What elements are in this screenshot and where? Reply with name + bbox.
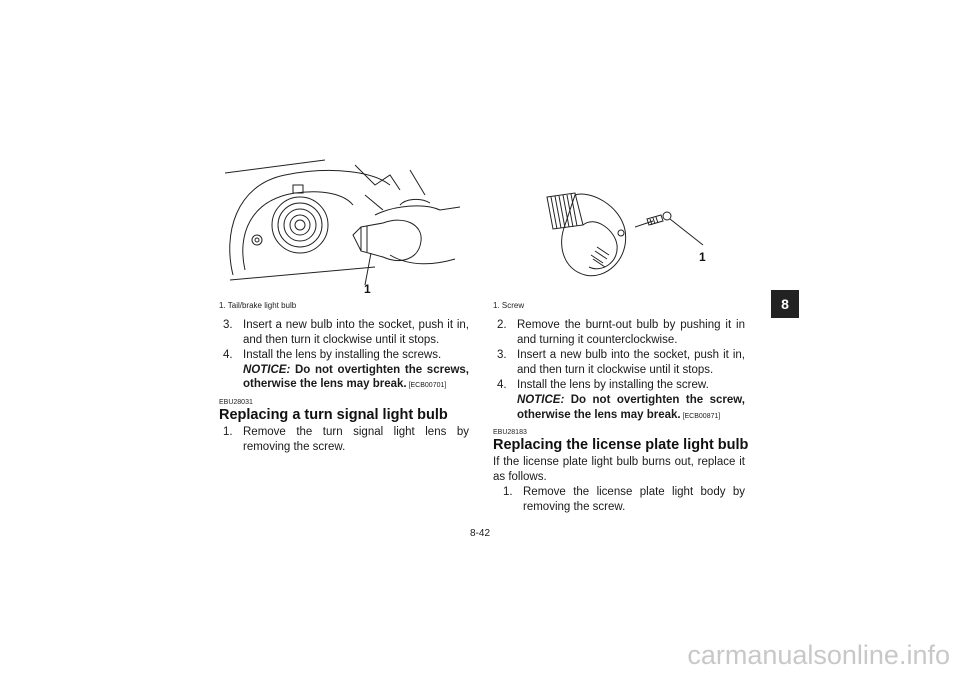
step-number: 4.: [497, 379, 507, 392]
step-text: Insert a new bulb into the socket, push it in, and then turn it clockwise until it stops.: [243, 319, 469, 346]
list-item: [493, 318, 745, 347]
figure-callout: 1: [699, 250, 706, 264]
notice-label: NOTICE:: [517, 393, 565, 406]
list-item: [493, 348, 745, 377]
list-item: [493, 378, 745, 424]
watermark: carmanualsonline.info: [687, 640, 950, 670]
tail-brake-light-illustration: [225, 155, 470, 295]
list-item: [219, 425, 469, 454]
step-number: 3.: [223, 319, 233, 331]
step-number: 2.: [497, 319, 507, 331]
step-number: 4.: [223, 349, 233, 362]
notice: [243, 364, 469, 391]
step-text: Install the lens by installing the screws.: [243, 349, 442, 362]
step-number: 3.: [497, 349, 507, 362]
section-title: Replacing a turn signal light bulb: [219, 407, 448, 423]
step-list: [493, 485, 745, 515]
step-number: 1.: [223, 426, 233, 438]
section-code: EBU28031: [219, 399, 253, 406]
notice-code: [ECB00871]: [680, 412, 721, 420]
list-item: [219, 318, 469, 347]
notice-code: [ECB00701]: [406, 382, 447, 390]
figure-caption: 1. Tail/brake light bulb: [219, 301, 297, 310]
chapter-tab: 8: [771, 290, 799, 318]
notice: [517, 394, 745, 421]
section-code: EBU28183: [493, 429, 527, 436]
intro-paragraph: If the license plate light bulb burns out, replace it as follows.: [493, 456, 745, 483]
figure-caption: 1. Screw: [493, 301, 525, 310]
list-item: [493, 485, 745, 514]
step-number: 1.: [503, 486, 513, 498]
notice-text: Do not overtighten the screw, otherwise the lens may break.: [517, 393, 745, 421]
step-list: [493, 318, 745, 425]
figure-callout: 1: [364, 282, 371, 295]
section-title: Replacing the license plate light bulb: [493, 437, 749, 453]
step-text: Insert a new bulb into the socket, push it in, and then turn it clockwise until it stops.: [517, 349, 745, 376]
step-list: [219, 318, 469, 395]
notice-text: Do not overtighten the screws, otherwise the lens may break.: [243, 363, 469, 391]
list-item: [219, 348, 469, 394]
notice-label: NOTICE:: [243, 363, 291, 376]
turn-signal-illustration: [535, 185, 715, 290]
page-number: 8-42: [469, 528, 490, 539]
step-list: [219, 425, 469, 455]
step-text: Remove the license plate light body by removing the screw.: [523, 486, 745, 513]
step-text: Install the lens by installing the screw.: [517, 379, 709, 392]
step-text: Remove the turn signal light lens by removing the screw.: [243, 426, 469, 453]
step-text: Remove the burnt-out bulb by pushing it in and turning it counterclockwise.: [517, 319, 745, 346]
